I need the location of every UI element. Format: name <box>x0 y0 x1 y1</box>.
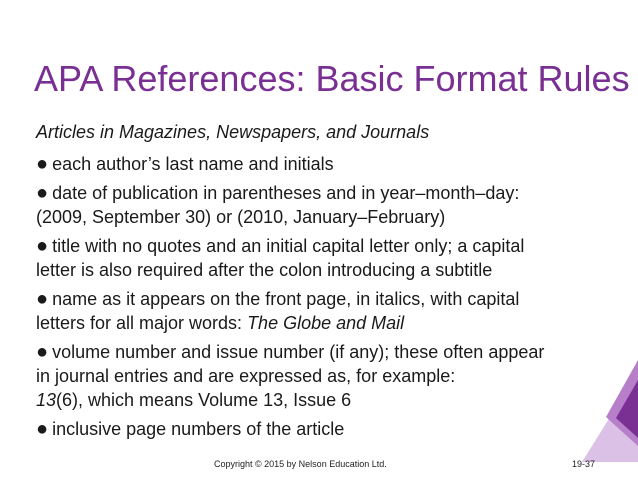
slide-title: APA References: Basic Format Rules <box>34 58 630 99</box>
bullet-text: date of publication in parentheses and in year–month–day: <box>52 183 520 203</box>
bullet-text: title with no quotes and an initial capital letter only; a capital <box>52 236 525 256</box>
bullet-text-continued: in journal entries and are expressed as, for example: <box>36 366 456 386</box>
bullet-item <box>36 340 606 412</box>
bullet-item <box>36 287 606 335</box>
bullet-item <box>36 152 606 176</box>
slide-subtitle: Articles in Magazines, Newspapers, and Journals <box>36 122 430 142</box>
volume-number-italic: 13 <box>36 390 57 410</box>
bullet-item <box>36 234 606 282</box>
bullet-text-continued: letters for all major words: <box>36 313 248 333</box>
bullet-text-continued: (2009, September 30) or (2010, January–February) <box>36 207 446 227</box>
bullet-icon: ● <box>36 182 49 204</box>
bullet-item <box>36 181 606 229</box>
bullet-icon: ● <box>36 153 49 175</box>
bullet-text-continued: letter is also required after the colon introducing a subtitle <box>36 260 493 280</box>
bullet-text: volume number and issue number (if any); these often appear <box>52 342 545 362</box>
bullet-icon: ● <box>36 341 49 363</box>
slide-number: 19-37 <box>572 459 596 469</box>
bullet-text: inclusive page numbers of the article <box>52 419 345 439</box>
bullet-text-continued: (6), which means Volume 13, Issue 6 <box>56 390 352 410</box>
newspaper-title-italic: The Globe and Mail <box>247 313 405 333</box>
bullet-item <box>36 417 606 441</box>
bullet-icon: ● <box>36 235 49 257</box>
bullet-text: name as it appears on the front page, in italics, with capital <box>52 289 520 309</box>
bullet-list <box>36 152 606 446</box>
bullet-text: each author’s last name and initials <box>52 154 334 174</box>
bullet-icon: ● <box>36 288 49 310</box>
copyright-notice: Copyright © 2015 by Nelson Education Ltd. <box>214 459 387 469</box>
bullet-icon: ● <box>36 418 49 440</box>
